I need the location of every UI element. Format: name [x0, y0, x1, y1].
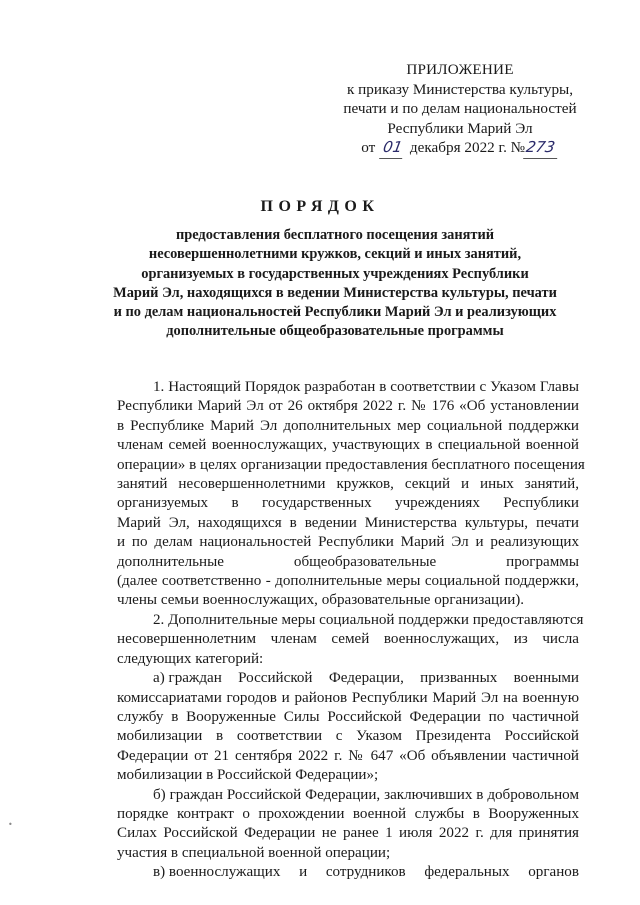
- subtitle-line: несовершеннолетними кружков, секций и иных занятий,: [148, 246, 522, 263]
- text-line: комиссариатами городов и районов Республики Марий Эл на военную: [117, 689, 579, 706]
- text-line: [117, 494, 579, 513]
- scan-margin-mark: •: [8, 820, 13, 829]
- text-line: 1. Настоящий Порядок разработан в соответствии с Указом Главы: [153, 379, 579, 395]
- text-line: члены семьи военнослужащих, образовательные организации).: [117, 592, 525, 609]
- word: Республики: [503, 495, 579, 512]
- word: и: [299, 864, 308, 881]
- text-line: мобилизации в соответствии с Указом Президента Российской: [117, 728, 579, 745]
- word: государственных: [262, 495, 372, 512]
- text-line: и по делам национальностей Республики Марий Эл и реализующих: [117, 534, 579, 551]
- text-line: операции» в целях организации предоставления бесплатного посещения: [117, 456, 585, 473]
- handwritten-day: 01: [379, 138, 406, 159]
- paragraph-1: [117, 378, 585, 611]
- subitem-v: [117, 863, 579, 882]
- text-line: Республики Марий Эл от 26 октября 2022 г. № 176 «Об установлении: [117, 398, 579, 415]
- subitem-b: [117, 786, 579, 864]
- subtitle-line: и по делам национальностей Республики Марий Эл и реализующих: [113, 304, 557, 321]
- subtitle-line: Марий Эл, находящихся в ведении Министерства культуры, печати: [113, 284, 557, 301]
- text-line: [117, 630, 579, 649]
- text-line: Силах Российской Федерации не ранее 1 июля 2022 г. для принятия: [117, 825, 579, 842]
- word: Федерации,: [328, 670, 404, 687]
- word: общеобразовательные: [293, 553, 437, 570]
- word: в: [231, 495, 239, 512]
- text-line: следующих категорий:: [117, 650, 264, 667]
- subtitle-line: дополнительные общеобразовательные программы: [166, 323, 504, 340]
- appendix-line-3: Республики Марий Эл: [387, 119, 533, 137]
- appendix-line-2: печати и по делам национальностей: [343, 100, 577, 117]
- word: федеральных: [424, 864, 510, 881]
- subitem-a: [117, 669, 579, 785]
- word: организуемых: [117, 495, 209, 512]
- date-prefix: от: [361, 139, 376, 156]
- word: дополнительные: [117, 553, 224, 570]
- text-line: б) граждан Российской Федерации, заключивших в добровольном: [153, 786, 579, 803]
- appendix-block: [330, 60, 590, 159]
- text-line: в Республике Марий Эл дополнительных мер социальной поддержки: [117, 417, 579, 434]
- text-line: занятий несовершеннолетними кружков, секций и иных занятий,: [117, 476, 579, 493]
- text-line: 2. Дополнительные меры социальной поддержки предоставляются: [153, 611, 584, 628]
- word: в) военнослужащих: [153, 864, 281, 881]
- word: а) граждан: [153, 670, 222, 687]
- document-body: [117, 378, 585, 883]
- text-line: участия в специальной военной операции;: [117, 844, 391, 861]
- appendix-title: ПРИЛОЖЕНИЕ: [406, 61, 514, 78]
- appendix-date-line: [330, 138, 590, 159]
- word: из: [513, 631, 528, 648]
- subtitle-line: предоставления бесплатного посещения занятий: [175, 227, 495, 243]
- text-line: порядке контракт о прохождении военной службы в Вооруженных: [117, 805, 579, 822]
- text-line: Марий Эл, находящихся в ведении Министерства культуры, печати: [117, 514, 579, 531]
- date-rest: декабря 2022 г. №: [409, 139, 526, 156]
- subtitle-line: организуемых в государственных учреждениях Республики: [141, 265, 529, 282]
- handwritten-order-number: 273: [523, 138, 560, 159]
- word: членам: [270, 631, 317, 648]
- text-line: мобилизации в Российской Федерации»;: [117, 767, 379, 784]
- text-line: [117, 669, 579, 688]
- word: призванных: [420, 670, 498, 687]
- document-title: ПОРЯДОК: [260, 198, 380, 215]
- word: несовершеннолетним: [117, 631, 257, 648]
- word: учреждениях: [395, 495, 480, 512]
- text-line: (далее соответственно - дополнительные меры социальной поддержки,: [117, 573, 579, 590]
- document-subtitle: [90, 226, 580, 342]
- text-line: службу в Вооруженные Силы Российской Федерации по частичной: [117, 708, 579, 725]
- text-line: [117, 553, 579, 572]
- word: Российской: [238, 670, 313, 687]
- word: сотрудников: [325, 864, 406, 881]
- text-line: членам семей военнослужащих, участвующих в специальной военной: [117, 437, 579, 454]
- word: военнослужащих,: [383, 631, 500, 648]
- word: программы: [506, 553, 579, 570]
- word: семей: [331, 631, 370, 648]
- paragraph-2: [117, 611, 584, 669]
- word: числа: [542, 631, 579, 648]
- text-line: [117, 863, 579, 882]
- text-line: Федерации от 21 сентября 2022 г. № 647 «Об объявлении частичной: [117, 747, 579, 764]
- word: военными: [513, 670, 579, 687]
- appendix-line-1: к приказу Министерства культуры,: [346, 80, 574, 98]
- word: органов: [528, 864, 579, 881]
